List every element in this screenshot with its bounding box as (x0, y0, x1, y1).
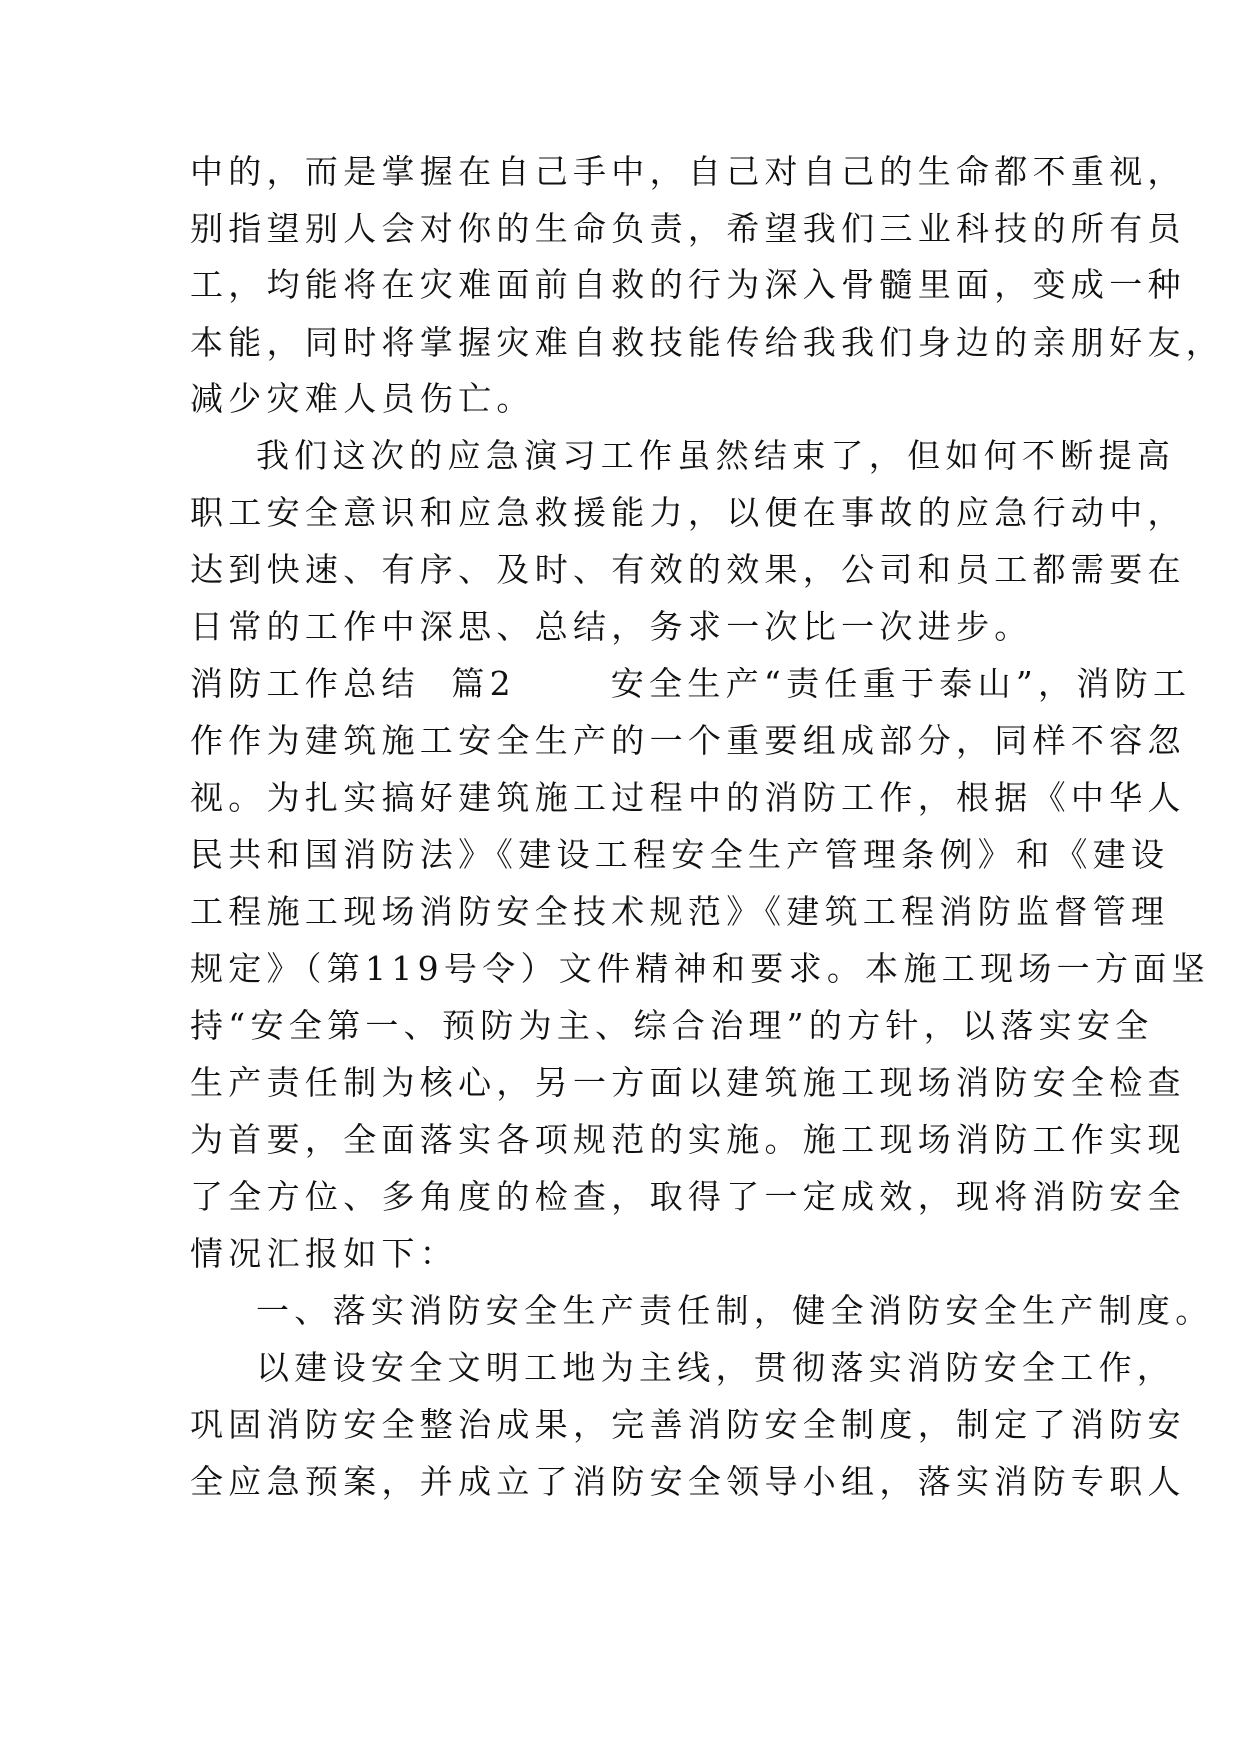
text-line: 为首要，全面落实各项规范的实施。施工现场消防工作实现 (190, 1120, 1186, 1159)
paragraph-first-line: 以建设安全文明工地为主线，贯彻落实消防安全工作， (256, 1348, 1176, 1387)
text-line: 本能，同时将掌握灾难自救技能传给我我们身边的亲朋好友， (190, 323, 1225, 362)
text-line: 巩固消防安全整治成果，完善消防安全制度，制定了消防安 (190, 1405, 1186, 1444)
section-heading-line: 消防工作总结 篇2 安全生产“责任重于泰山”，消防工 (190, 664, 1192, 703)
text-line: 别指望别人会对你的生命负责，希望我们三业科技的所有员 (190, 209, 1186, 248)
text-line: 全应急预案，并成立了消防安全领导小组，落实消防专职人 (190, 1462, 1186, 1501)
text-line: 达到快速、有序、及时、有效的效果，公司和员工都需要在 (190, 550, 1186, 589)
text-line: 情况汇报如下： (190, 1234, 459, 1273)
text-line: 民共和国消防法》《建设工程安全生产管理条例》和《建设 (190, 835, 1170, 874)
text-line: 工，均能将在灾难面前自救的行为深入骨髓里面，变成一种 (190, 265, 1186, 304)
text-line: 视。为扎实搞好建筑施工过程中的消防工作，根据《中华人 (190, 778, 1186, 817)
text-line: 生产责任制为核心，另一方面以建筑施工现场消防安全检查 (190, 1063, 1186, 1102)
text-line: 日常的工作中深思、总结，务求一次比一次进步。 (190, 607, 1033, 646)
text-line: 持“安全第一、预防为主、综合治理”的方针，以落实安全 (190, 1006, 1154, 1045)
text-line: 规定》（第119号令）文件精神和要求。本施工现场一方面坚 (190, 949, 1210, 988)
text-line: 工程施工现场消防安全技术规范》《建筑工程消防监督管理 (190, 892, 1170, 931)
text-line: 了全方位、多角度的检查，取得了一定成效，现将消防安全 (190, 1177, 1186, 1216)
text-line: 中的，而是掌握在自己手中，自己对自己的生命都不重视， (190, 152, 1186, 191)
text-line: 职工安全意识和应急救援能力，以便在事故的应急行动中， (190, 493, 1186, 532)
text-line: 作作为建筑施工安全生产的一个重要组成部分，同样不容忽 (190, 721, 1186, 760)
paragraph-first-line: 我们这次的应急演习工作虽然结束了，但如何不断提高 (256, 436, 1176, 475)
subheading-line: 一、落实消防安全生产责任制，健全消防安全生产制度。 (256, 1291, 1214, 1330)
text-line: 减少灾难人员伤亡。 (190, 379, 535, 418)
